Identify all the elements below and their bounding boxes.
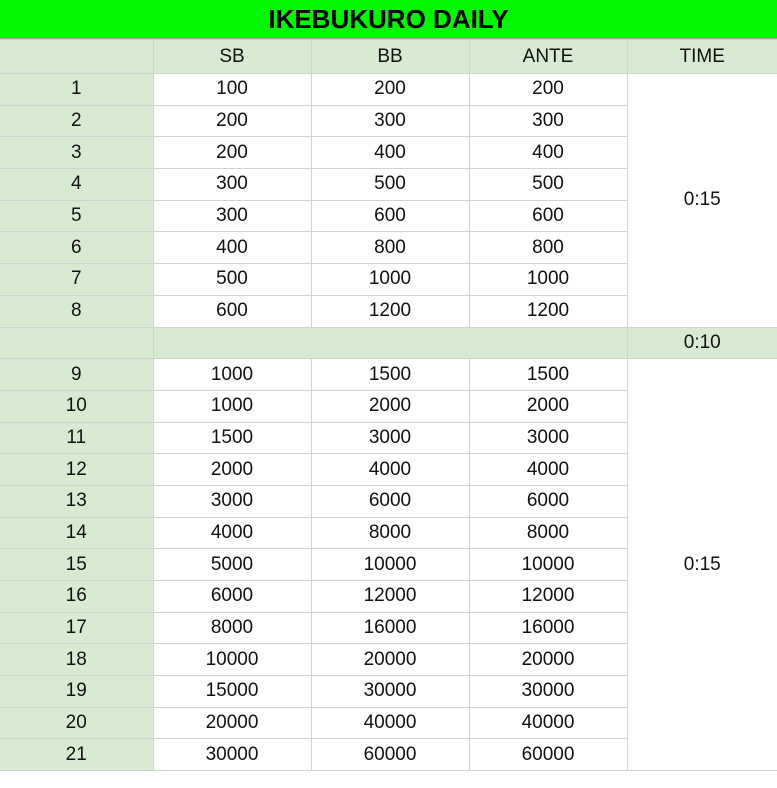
level-duration-block-1: 0:15	[627, 74, 777, 328]
big-blind-cell: 6000	[311, 485, 469, 517]
big-blind-cell: 2000	[311, 390, 469, 422]
small-blind-cell: 400	[153, 232, 311, 264]
big-blind-cell: 1500	[311, 359, 469, 391]
small-blind-cell: 6000	[153, 581, 311, 613]
small-blind-cell: 1000	[153, 390, 311, 422]
level-number: 19	[0, 676, 153, 708]
level-number: 12	[0, 454, 153, 486]
small-blind-cell: 200	[153, 105, 311, 137]
small-blind-cell: 2000	[153, 454, 311, 486]
small-blind-cell: 20000	[153, 707, 311, 739]
big-blind-cell: 12000	[311, 581, 469, 613]
ante-cell: 60000	[469, 739, 627, 771]
big-blind-cell: 1000	[311, 264, 469, 296]
big-blind-cell: 1200	[311, 295, 469, 327]
level-number: 20	[0, 707, 153, 739]
big-blind-cell: 3000	[311, 422, 469, 454]
big-blind-cell: 4000	[311, 454, 469, 486]
small-blind-cell: 500	[153, 264, 311, 296]
header-sb: SB	[153, 40, 311, 74]
level-number: 3	[0, 137, 153, 169]
level-number: 17	[0, 612, 153, 644]
big-blind-cell: 400	[311, 137, 469, 169]
level-number: 11	[0, 422, 153, 454]
ante-cell: 1000	[469, 264, 627, 296]
level-number: 18	[0, 644, 153, 676]
small-blind-cell: 5000	[153, 549, 311, 581]
level-number: 7	[0, 264, 153, 296]
level-number: 5	[0, 200, 153, 232]
level-number: 13	[0, 485, 153, 517]
big-blind-cell: 500	[311, 169, 469, 201]
ante-cell: 800	[469, 232, 627, 264]
level-number: 10	[0, 390, 153, 422]
break-duration: 0:10	[627, 327, 777, 359]
level-number: 15	[0, 549, 153, 581]
big-blind-cell: 8000	[311, 517, 469, 549]
level-number: 16	[0, 581, 153, 613]
ante-cell: 30000	[469, 676, 627, 708]
small-blind-cell: 10000	[153, 644, 311, 676]
sheet-title: IKEBUKURO DAILY	[0, 0, 777, 39]
big-blind-cell: 300	[311, 105, 469, 137]
small-blind-cell: 300	[153, 169, 311, 201]
break-level-cell	[0, 327, 153, 359]
ante-cell: 200	[469, 74, 627, 106]
header-time: TIME	[627, 40, 777, 74]
ante-cell: 1200	[469, 295, 627, 327]
level-number: 6	[0, 232, 153, 264]
ante-cell: 300	[469, 105, 627, 137]
ante-cell: 10000	[469, 549, 627, 581]
small-blind-cell: 30000	[153, 739, 311, 771]
big-blind-cell: 16000	[311, 612, 469, 644]
big-blind-cell: 60000	[311, 739, 469, 771]
ante-cell: 8000	[469, 517, 627, 549]
big-blind-cell: 200	[311, 74, 469, 106]
level-row	[0, 359, 777, 391]
level-number: 9	[0, 359, 153, 391]
small-blind-cell: 300	[153, 200, 311, 232]
small-blind-cell: 15000	[153, 676, 311, 708]
ante-cell: 12000	[469, 581, 627, 613]
big-blind-cell: 40000	[311, 707, 469, 739]
big-blind-cell: 800	[311, 232, 469, 264]
break-row	[0, 327, 777, 359]
ante-cell: 4000	[469, 454, 627, 486]
small-blind-cell: 4000	[153, 517, 311, 549]
level-number: 1	[0, 74, 153, 106]
small-blind-cell: 3000	[153, 485, 311, 517]
ante-cell: 20000	[469, 644, 627, 676]
small-blind-cell: 200	[153, 137, 311, 169]
level-number: 4	[0, 169, 153, 201]
ante-cell: 500	[469, 169, 627, 201]
big-blind-cell: 600	[311, 200, 469, 232]
big-blind-cell: 10000	[311, 549, 469, 581]
small-blind-cell: 100	[153, 74, 311, 106]
ante-cell: 2000	[469, 390, 627, 422]
break-label-cell	[153, 327, 627, 359]
level-duration-block-2: 0:15	[627, 359, 777, 771]
header-row	[0, 40, 777, 74]
small-blind-cell: 8000	[153, 612, 311, 644]
header-ante: ANTE	[469, 40, 627, 74]
small-blind-cell: 600	[153, 295, 311, 327]
big-blind-cell: 30000	[311, 676, 469, 708]
level-number: 2	[0, 105, 153, 137]
ante-cell: 6000	[469, 485, 627, 517]
ante-cell: 1500	[469, 359, 627, 391]
blind-structure-table	[0, 39, 777, 771]
ante-cell: 40000	[469, 707, 627, 739]
ante-cell: 400	[469, 137, 627, 169]
level-number: 21	[0, 739, 153, 771]
header-bb: BB	[311, 40, 469, 74]
ante-cell: 3000	[469, 422, 627, 454]
small-blind-cell: 1500	[153, 422, 311, 454]
level-number: 8	[0, 295, 153, 327]
ante-cell: 16000	[469, 612, 627, 644]
level-number: 14	[0, 517, 153, 549]
level-row	[0, 74, 777, 106]
ante-cell: 600	[469, 200, 627, 232]
small-blind-cell: 1000	[153, 359, 311, 391]
big-blind-cell: 20000	[311, 644, 469, 676]
header-level	[0, 40, 153, 74]
